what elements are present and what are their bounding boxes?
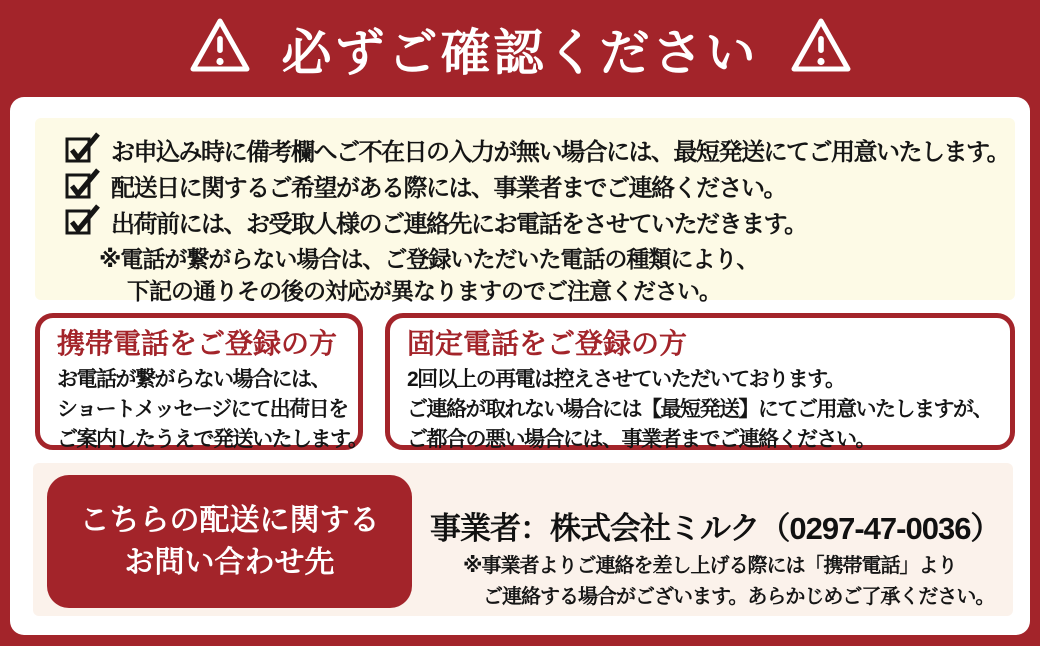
- mobile-phone-box-title: 携帯電話をご登録の方: [57, 328, 338, 359]
- checked-checkbox-icon: [65, 204, 101, 240]
- checklist-item-text: 出荷前には、お受取人様のご連絡先にお電話をさせていただきます。: [111, 210, 807, 238]
- mobile-phone-box-body: [57, 365, 368, 454]
- checklist-item-text: 配送日に関するご希望がある際には、事業者までご連絡ください。: [111, 174, 786, 202]
- checked-checkbox-icon: [65, 168, 101, 204]
- contact-label-box: [47, 475, 412, 608]
- contact-label-line: お問い合わせ先: [124, 545, 335, 579]
- checklist-item-text: お申込み時に備考欄へご不在日の入力が無い場合には、最短発送にてご用意いたします。: [111, 138, 1010, 166]
- checked-checkbox-icon: [65, 132, 101, 168]
- landline-phone-box-title: 固定電話をご登録の方: [407, 328, 688, 359]
- contact-note: [463, 551, 994, 613]
- checklist-item: [65, 131, 1015, 167]
- body-line: ショートメッセージにて出荷日を: [57, 397, 348, 421]
- body-line: 2回以上の再電は控えさせていただいております。: [407, 368, 845, 391]
- contact-note-line: ※事業者よりご連絡を差し上げる際には「携帯電話」より: [463, 555, 957, 577]
- body-line: ご連絡が取れない場合には【最短発送】にてご用意いたしますが、: [407, 397, 992, 421]
- landline-phone-box-body: [407, 365, 1010, 454]
- contact-note-line: ご連絡する場合がございます。あらかじめご了承ください。: [483, 586, 995, 608]
- checklist-note-text: ※電話が繋がらない場合は、ご登録いただいた電話の種類により、: [99, 245, 759, 272]
- header: [0, 0, 1040, 97]
- warning-triangle-icon: [789, 16, 853, 81]
- checklist-item: [65, 167, 1015, 203]
- landline-phone-box: [385, 313, 1015, 450]
- checklist-note-line: [127, 273, 1015, 305]
- business-contact-text: 事業者：株式会社ミルク（0297-47-0036）: [430, 511, 1001, 546]
- contact-label-line: こちらの配送に関する: [79, 503, 380, 537]
- body-line: お電話が繋がらない場合には、: [57, 368, 330, 391]
- body-line: ご都合の悪い場合には、事業者までご連絡ください。: [407, 427, 875, 451]
- contact-section: [33, 463, 1013, 616]
- mobile-phone-box: [35, 313, 368, 451]
- warning-triangle-icon: [188, 16, 252, 81]
- checklist-note-line: [99, 241, 1015, 273]
- content-panel: [10, 97, 1030, 635]
- checklist-box: [35, 118, 1015, 304]
- page-title: 必ずご確認ください: [281, 24, 759, 81]
- checklist-note-text: 下記の通りその後の対応が異なりますのでご注意ください。: [127, 277, 721, 304]
- checklist-item: [65, 203, 1015, 239]
- body-line: ご案内したうえで発送いたします。: [57, 427, 368, 451]
